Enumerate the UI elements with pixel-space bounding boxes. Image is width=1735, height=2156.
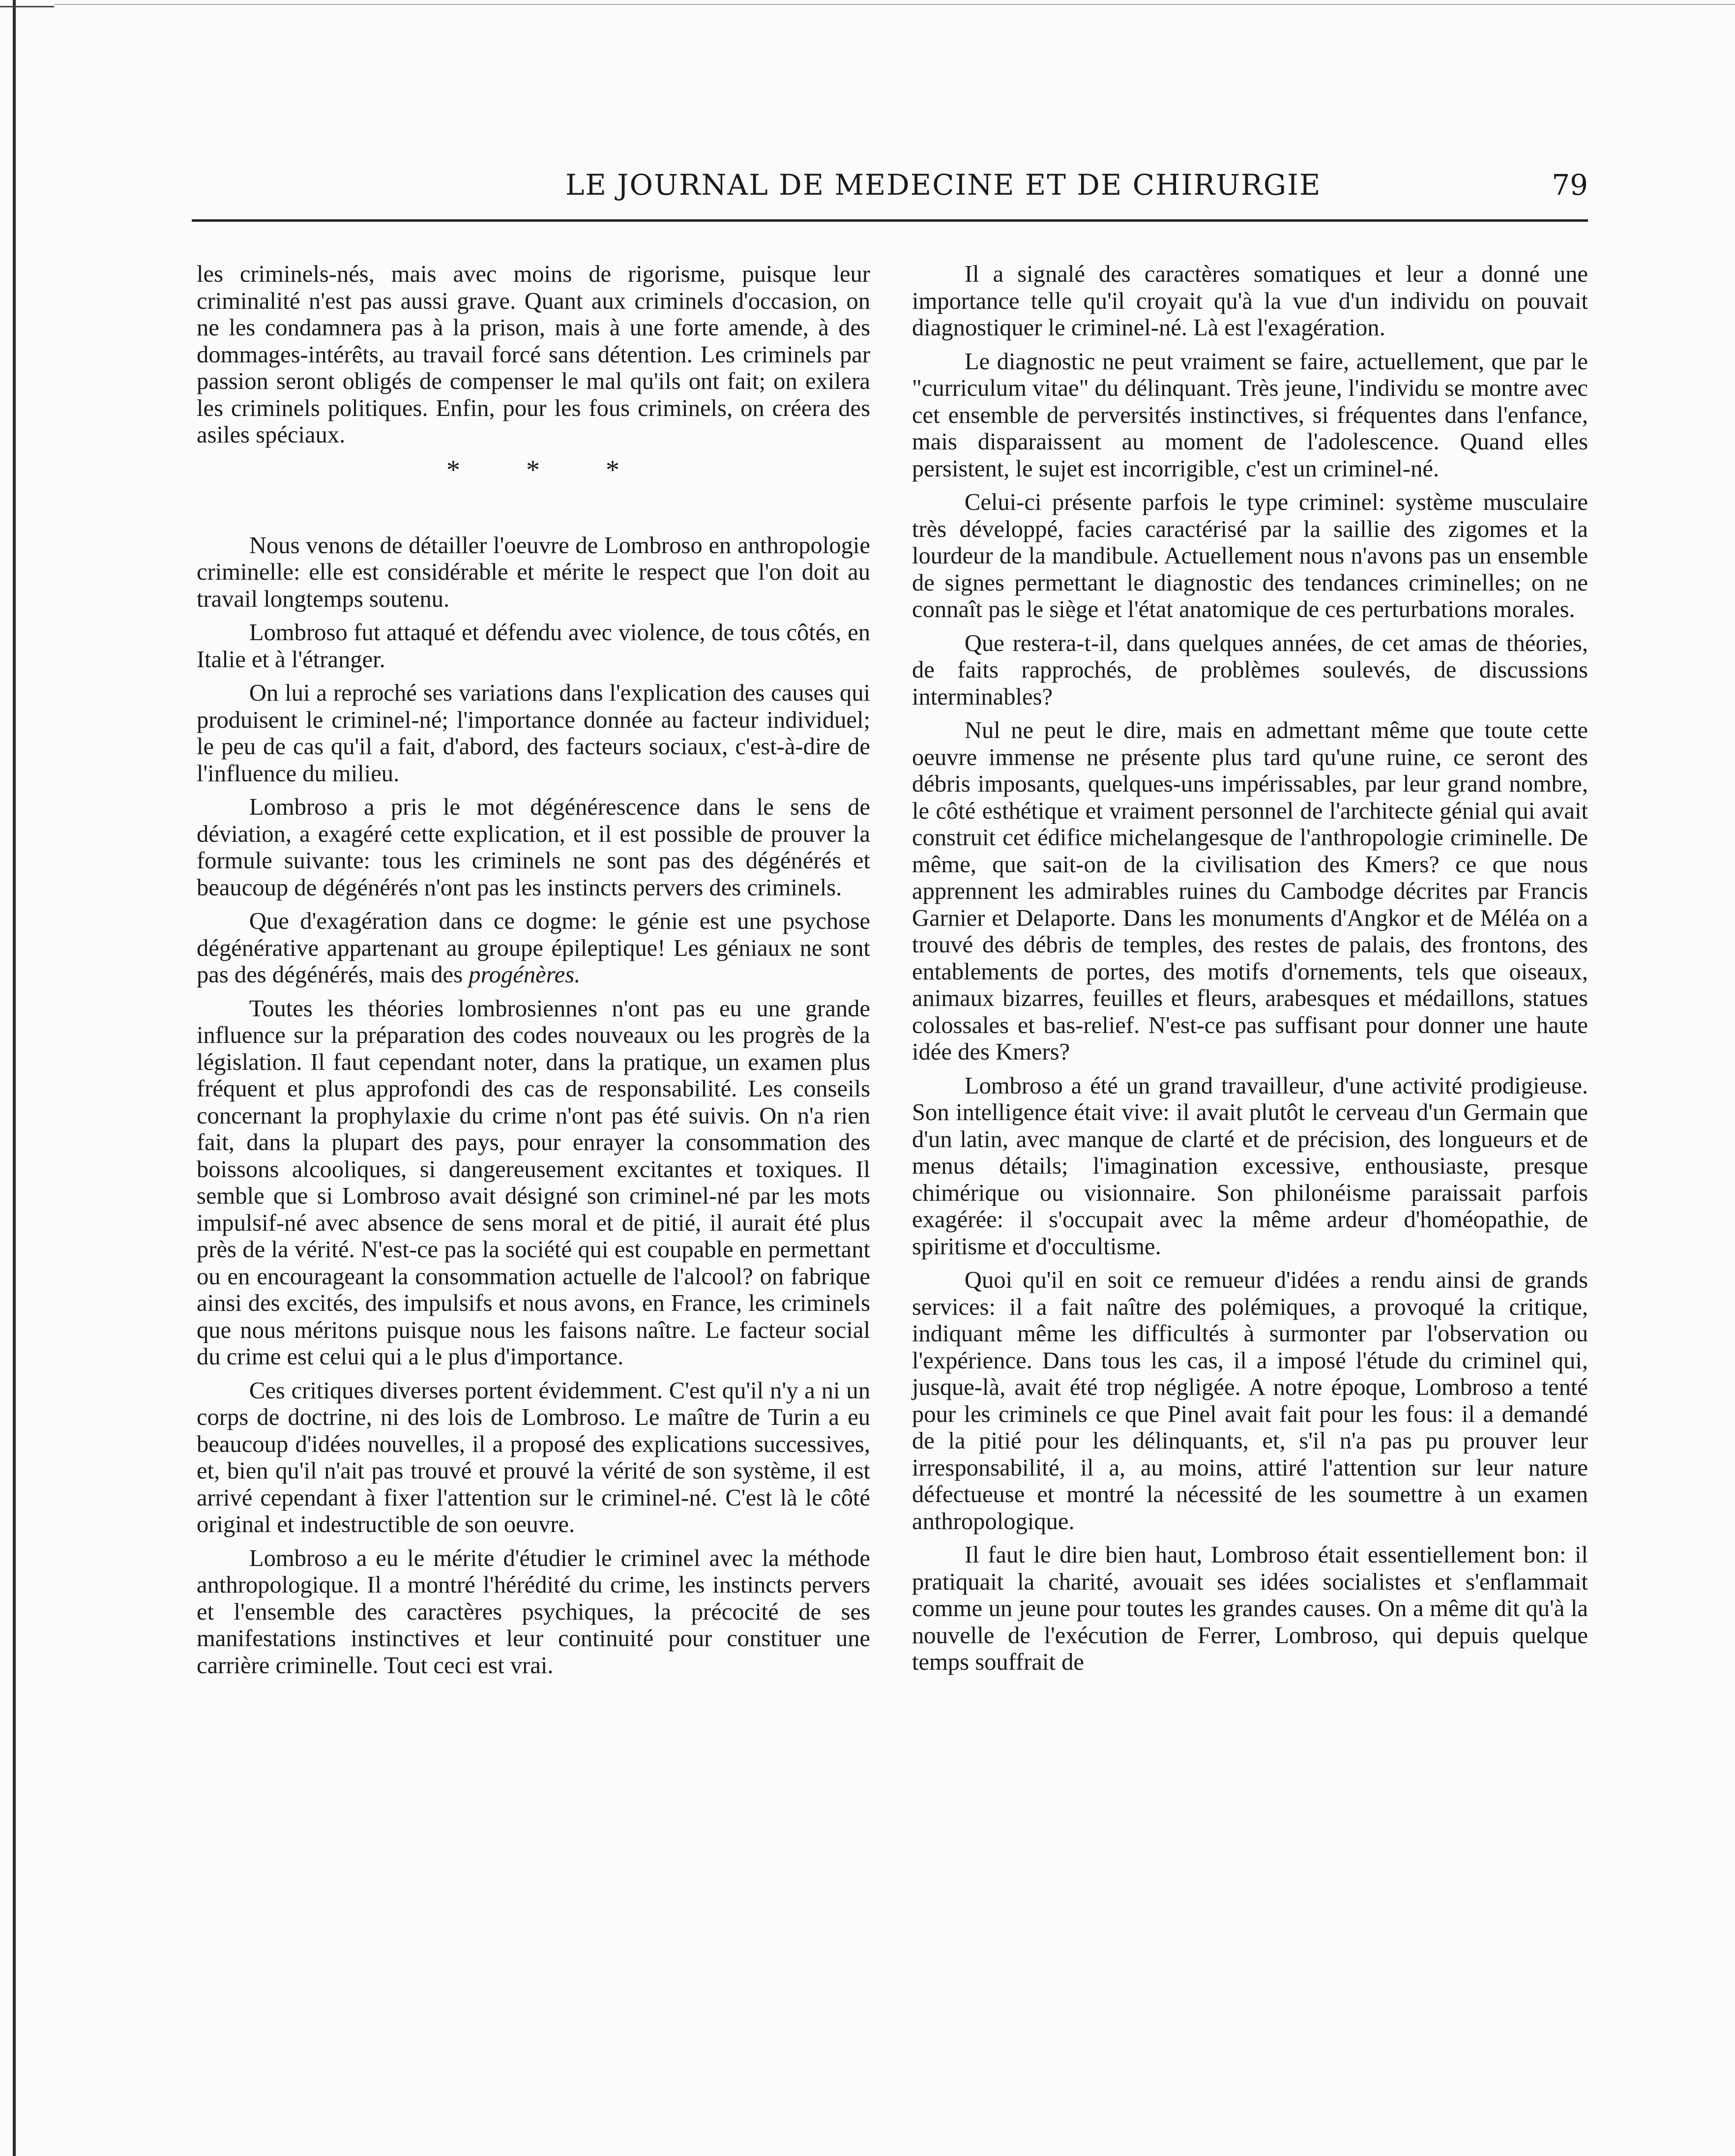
paragraph: Il faut le dire bien haut, Lombroso était essentiellement bon: il pratiquait la charité, avouait ses idées socialistes et s'enflammait comme un jeune pour toutes les grandes causes. On a même dit qu'à la nouvelle de l'exécution de Ferrer, Lombroso, qui depuis quelque temps souffrait de <box>912 1541 1588 1675</box>
paragraph: Il a signalé des caractères somatiques et leur a donné une importance telle qu'il croyait qu'à la vue d'un individu on pouvait diagnostiquer le criminel-né. Là est l'exagération. <box>912 261 1588 341</box>
paragraph: Toutes les théories lombrosiennes n'ont pas eu une grande influence sur la préparation des codes nouveaux ou les progrès de la législation. Il faut cependant noter, dans la pratique, un examen plus fréquent et plus approfondi des cas de responsabilité. Les conseils concernant la prophylaxie du crime n'ont pas été suivis. On n'a rien fait, dans la plupart des pays, pour enrayer la consommation des boissons alcooliques, si dangereusement excitantes et toxiques. Il semble que si Lombroso avait désigné son criminel-né par les mots impulsif-né avec absence de sens moral et de pitié, il aurait été plus près de la vérité. N'est-ce pas la société qui est coupable en permettant ou en encourageant la consommation actuelle de l'alcool? on fabrique ainsi des excités, des impulsifs et nous avons, en France, les criminels que nous méritons puisque nous les faisons naître. Le facteur social du crime est celui qui a le plus d'importance. <box>197 995 870 1370</box>
paragraph: Nul ne peut le dire, mais en admettant même que toute cette oeuvre immense ne présente plus tard qu'une ruine, ce seront des débris imposants, quelques-uns impérissables, par leur grand nombre, le côté esthétique et vraiment personnel de l'architecte génial qui avait construit cet édifice michelangesque de l'anthropologie criminelle. De même, que sait-on de la civilisation des Kmers? ce que nous apprennent les admirables ruines du Cambodge décrites par Francis Garnier et Delaporte. Dans les monuments d'Angkor et de Méléa on a trouvé des débris de temples, des restes de palais, des frontons, des entablements de portes, des motifs d'ornements, tels que oiseaux, animaux bizarres, feuilles et fleurs, arabesques et médaillons, statues colossales et bas-relief. N'est-ce pas suffisant pour donner une haute idée des Kmers? <box>912 717 1588 1065</box>
paragraph-text: Que d'exagération dans ce dogme: le génie est une psychose dégénérative appartenant au groupe épileptique! Les géniaux ne sont pas des dégénérés, mais des <box>197 908 870 988</box>
paragraph: Lombroso a eu le mérite d'étudier le criminel avec la méthode anthropologique. Il a montré l'hérédité du crime, les instincts pervers et l'ensemble des caractères psychiques, la précocité de ses manifestations instinctives et leur continuité pour constituer une carrière criminelle. Tout ceci est vrai. <box>197 1544 870 1679</box>
paragraph: Ces critiques diverses portent évidemment. C'est qu'il n'y a ni un corps de doctrine, ni des lois de Lombroso. Le maître de Turin a eu beaucoup d'idées nouvelles, il a proposé des explications successives, et, bien qu'il n'ait pas trouvé et prouvé la vérité de son système, il est arrivé cependant à fixer l'attention sur le criminel-né. C'est là le côté original et indestructible de son oeuvre. <box>197 1377 870 1537</box>
paragraph <box>197 908 870 988</box>
right-column <box>912 261 1588 1683</box>
section-separator: * * * <box>446 454 649 485</box>
paragraph: On lui a reproché ses variations dans l'explication des causes qui produisent le criminel-né; l'importance donnée au facteur individuel; le peu de cas qu'il a fait, d'abord, des facteurs sociaux, c'est-à-dire de l'influence du milieu. <box>197 679 870 787</box>
paragraph: Lombroso fut attaqué et défendu avec violence, de tous côtés, en Italie et à l'étranger. <box>197 619 870 673</box>
header-rule <box>192 219 1588 222</box>
paragraph: Lombroso a pris le mot dégénérescence dans le sens de déviation, a exagéré cette explication, et il est possible de prouver la formule suivante: tous les criminels ne sont pas des dégénérés et beaucoup de dégénérés n'ont pas les instincts pervers des criminels. <box>197 794 870 901</box>
italic-term: progénères. <box>469 961 581 988</box>
binding-edge <box>13 0 16 2156</box>
corner-mark <box>0 6 54 7</box>
paragraph: Quoi qu'il en soit ce remueur d'idées a rendu ainsi de grands services: il a fait naître des polémiques, a provoqué la critique, indiquant même les difficultés à surmonter par l'observation ou l'expérience. Dans tous les cas, il a imposé l'étude du criminel qui, jusque-là, avait été trop négligée. A notre époque, Lombroso a tenté pour les criminels ce que Pinel avait fait pour les fous: il a demandé de la pitié pour les délinquants, et, s'il n'a pas pu prouver leur irresponsabilité, il a, au moins, attiré l'attention sur leur nature défectueuse et montré la nécessité de les soumettre à un examen anthropologique. <box>912 1267 1588 1535</box>
paragraph: les criminels-nés, mais avec moins de rigorisme, puisque leur criminalité n'est pas aussi grave. Quant aux criminels d'occasion, on ne les condamnera pas à la prison, mais à une forte amende, à des dommages-intérêts, au travail forcé sans détention. Les criminels par passion seront obligés de compenser le mal qu'ils ont fait; on exilera les criminels politiques. Enfin, pour les fous criminels, on créera des asiles spéciaux. <box>197 261 870 448</box>
paragraph: Le diagnostic ne peut vraiment se faire, actuellement, que par le "curriculum vitae" du délinquant. Très jeune, l'individu se montre avec cet ensemble de perversités instinctives, si fréquentes dans l'enfance, mais disparaissent au moment de l'adolescence. Quand elles persistent, le sujet est incorrigible, c'est un criminel-né. <box>912 348 1588 482</box>
paragraph: Nous venons de détailler l'oeuvre de Lombroso en anthropologie criminelle: elle est considérable et mérite le respect que l'on doit au travail longtemps soutenu. <box>197 532 870 612</box>
left-column <box>197 261 870 1685</box>
running-header <box>197 168 1588 212</box>
paragraph: Que restera-t-il, dans quelques années, de cet amas de théories, de faits rapprochés, de problèmes soulevés, de discussions interminables? <box>912 629 1588 710</box>
paragraph: Celui-ci présente parfois le type criminel: système musculaire très développé, facies caractérisé par la saillie des zigomes et la lourdeur de la mandibule. Actuellement nous n'avons pas un ensemble de signes permettant le diagnostic des tendances criminelles; on ne connaît pas le siège et l'état anatomique de ces perturbations morales. <box>912 489 1588 622</box>
top-edge-line <box>54 4 1735 5</box>
journal-title: LE JOURNAL DE MEDECINE ET DE CHIRURGIE <box>565 168 1322 202</box>
paragraph: Lombroso a été un grand travailleur, d'une activité prodigieuse. Son intelligence était vive: il avait plutôt le cerveau d'un Germain que d'un latin, avec manque de clarté et de précision, des longueurs et de menus détails; l'imagination excessive, enthousiaste, presque chimérique ou visionnaire. Son philonéisme paraissait parfois exagérée: il s'occupait avec la même ardeur d'homéopathie, de spiritisme et d'occultisme. <box>912 1072 1588 1260</box>
page-number: 79 <box>1552 168 1588 202</box>
